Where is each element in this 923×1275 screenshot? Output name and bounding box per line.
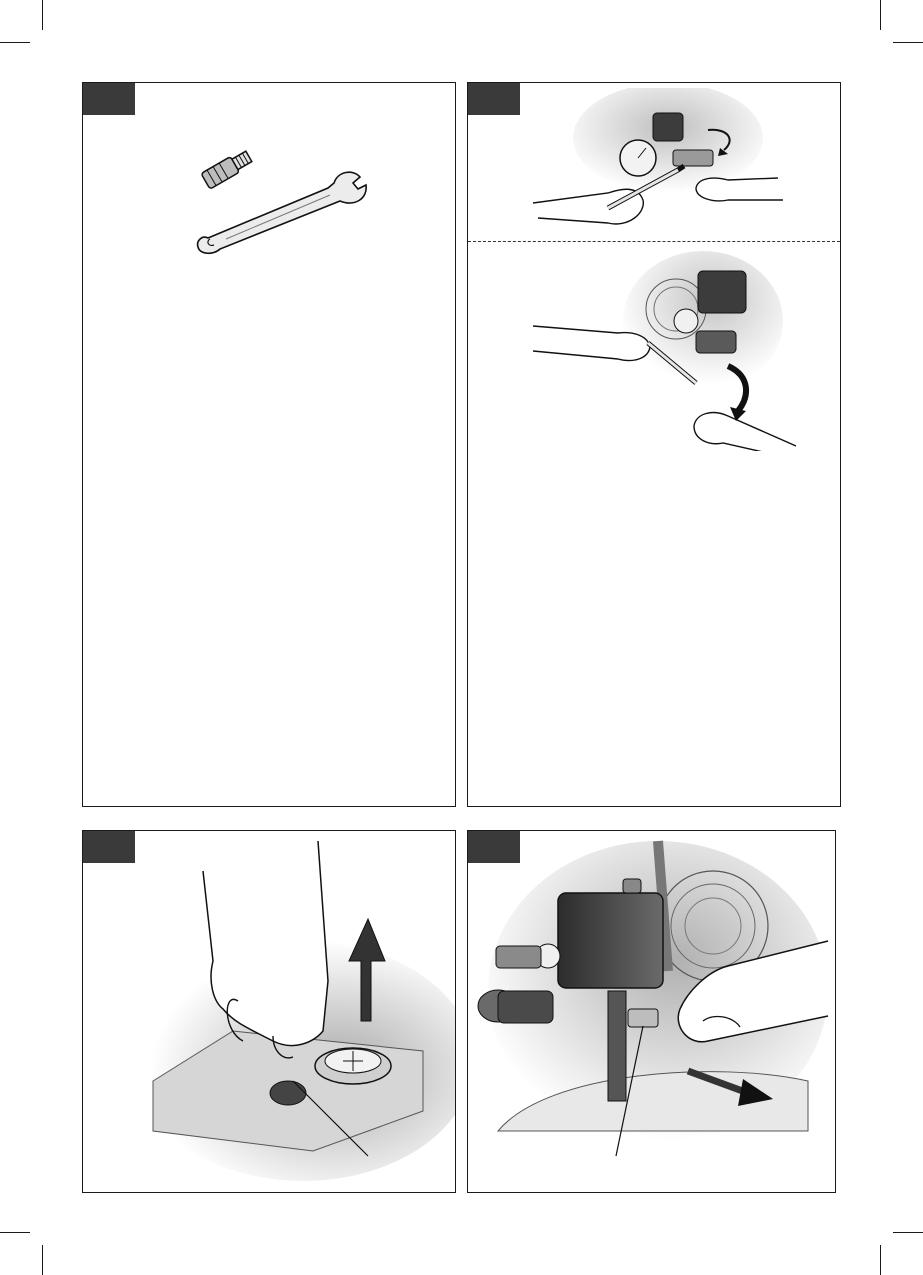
- figure-panel-wrench-steps: [467, 82, 841, 807]
- crop-mark: [893, 1232, 923, 1233]
- open-end-wrench-icon: [198, 172, 367, 253]
- pressure-gauge-icon: [674, 309, 698, 333]
- crop-mark: [0, 42, 30, 43]
- safety-valve-icon: [496, 946, 541, 968]
- figure-panel-quick-coupler: [467, 830, 836, 1193]
- adapter-and-wrench-illustration: [188, 143, 368, 258]
- pressure-switch-icon: [698, 271, 746, 313]
- crop-mark: [0, 1232, 30, 1233]
- regulator-knob-icon: [498, 991, 553, 1023]
- crop-mark: [42, 0, 43, 30]
- remove-coupler-illustration: [468, 831, 836, 1193]
- crop-mark: [880, 0, 881, 30]
- step-divider-dashed-line: [468, 241, 840, 242]
- crop-mark: [893, 42, 923, 43]
- quick-coupler-icon: [628, 1009, 658, 1027]
- figure-panel-tools: [82, 82, 456, 807]
- figure-number-tab: [468, 83, 520, 115]
- left-hand-icon: [533, 189, 643, 224]
- adapter-fitting-icon: [201, 149, 253, 190]
- pull-plug-illustration: [123, 831, 456, 1193]
- figure-number-tab: [83, 83, 135, 115]
- right-hand-icon: [694, 413, 803, 451]
- figure-panel-drain-plug: [82, 830, 456, 1193]
- pressure-switch-icon: [558, 893, 663, 988]
- crop-mark: [880, 1245, 881, 1275]
- loosen-fitting-step-illustration: [528, 88, 788, 238]
- right-hand-icon: [696, 178, 783, 201]
- tighten-fitting-step-illustration: [528, 251, 828, 451]
- plug-icon: [270, 1081, 306, 1105]
- crop-mark: [42, 1245, 43, 1275]
